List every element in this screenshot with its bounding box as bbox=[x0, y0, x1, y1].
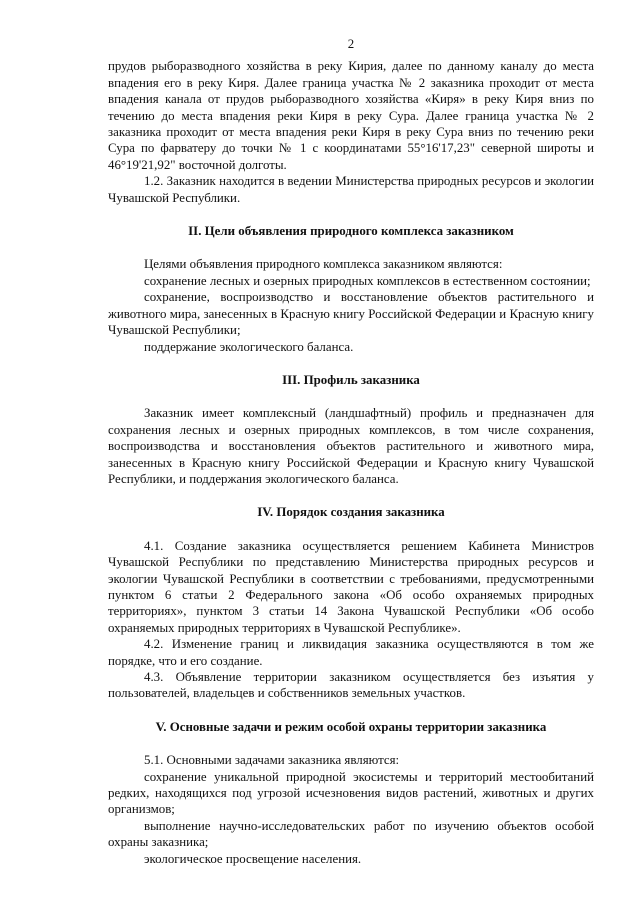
clause-4-2-paragraph: 4.2. Изменение границ и ликвидация заказника осуществляются в том же порядке, что и его создание. bbox=[108, 637, 594, 668]
section-4-heading: IV. Порядок создания заказника bbox=[257, 505, 445, 520]
section-5-heading: V. Основные задачи и режим особой охраны территории заказника bbox=[155, 719, 547, 734]
section-3-paragraph: Заказник имеет комплексный (ландшафтный) профиль и предназначен для сохранения лесных и озерных природных комплексов, в том числе сохранения, воспроизводства и восстановления объектов растительного и животного мира, занесенных в Красную книгу Российской Федерации и Красную книгу Чувашской Республики, и поддержания экологического баланса. bbox=[108, 406, 594, 486]
document-page bbox=[108, 36, 594, 867]
section-2-goal-2: сохранение, воспроизводство и восстановление объектов растительного и животного мира, занесенных в Красную книгу Российской Федерации и Красную книгу Чувашской Республики; bbox=[108, 290, 594, 338]
section-5-task-1: сохранение уникальной природной экосистемы и территорий местообитаний редких, находящихся под угрозой исчезновения видов растений, животных и других организмов; bbox=[108, 769, 594, 817]
section-2-heading: II. Цели объявления природного комплекса заказником bbox=[188, 224, 514, 239]
page-number: 2 bbox=[347, 37, 355, 51]
section-3-heading: III. Профиль заказника bbox=[282, 372, 420, 387]
section-2-intro-paragraph: Целями объявления природного комплекса заказником являются: bbox=[144, 257, 503, 272]
clause-1-2-paragraph: 1.2. Заказник находится в ведении Министерства природных ресурсов и экологии Чувашской Республики. bbox=[108, 174, 594, 205]
section-2-goal-1: сохранение лесных и озерных природных комплексов в естественном состоянии; bbox=[144, 273, 591, 288]
clause-4-3-paragraph: 4.3. Объявление территории заказником осуществляется без изъятия у пользователей, владельцев и собственников земельных участков. bbox=[108, 670, 594, 701]
section-2-goal-3: поддержание экологического баланса. bbox=[144, 339, 354, 354]
section-5-task-3: экологическое просвещение населения. bbox=[144, 851, 362, 866]
boundary-description-paragraph: прудов рыборазводного хозяйства в реку Кирия, далее по данному каналу до места впадения его в реку Киря. Далее граница участка № 2 заказника проходит от места впадения канала от прудов рыборазводного хозяйства «Киря» в реку Киря вниз по течению до места впадения реки Киря в реку Сура. Далее граница участка № 2 заказника проходит от места впадения реки Киря в реку Сура вниз по течению реки Сура по фарватеру до точки № 1 с координатами 55°16'17,23" северной широты и 46°19'21,92" восточной долготы. bbox=[108, 59, 594, 172]
clause-4-1-paragraph: 4.1. Создание заказника осуществляется решением Кабинета Министров Чувашской Республики по представлению Министерства природных ресурсов и экологии Чувашской Республики в соответствии с требованиями, предусмотренными пунктом 6 статьи 2 Федерального закона «Об особо охраняемых природных территориях», пунктом 3 статьи 14 Закона Чувашской Республики «Об особо охраняемых природных территориях в Чувашской Республике». bbox=[108, 538, 594, 635]
clause-5-1-paragraph: 5.1. Основными задачами заказника являются: bbox=[144, 753, 400, 768]
section-5-task-2: выполнение научно-исследовательских работ по изучению объектов особой охраны заказника; bbox=[108, 818, 594, 850]
